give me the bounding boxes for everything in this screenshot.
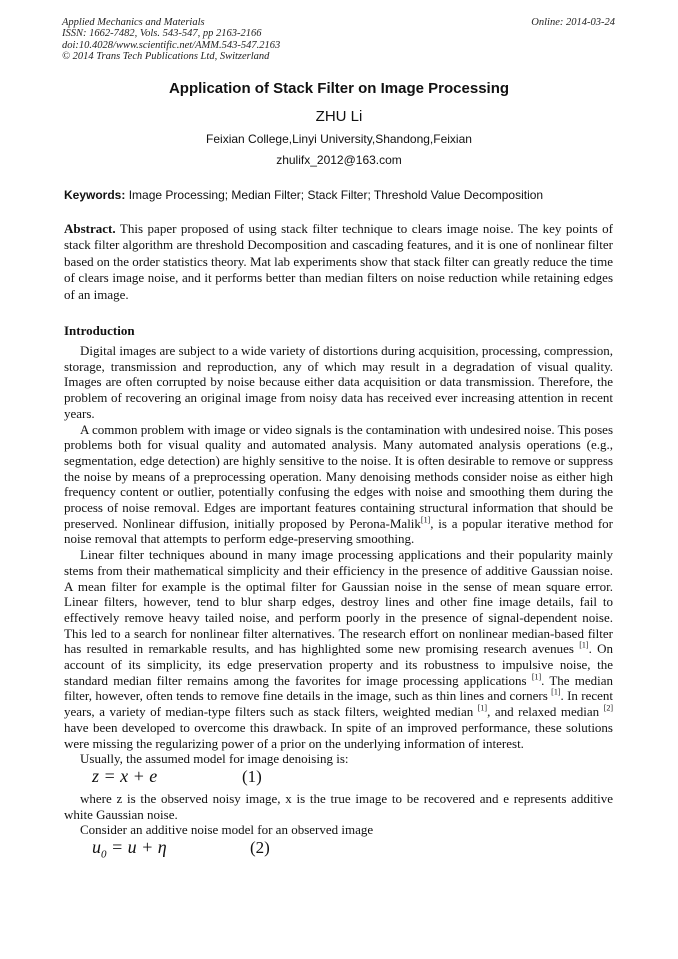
paragraph: A common problem with image or video signals is the contamination with undesired noise. This poses problems both for visual quality and automated analysis. Many automated analysis operations (e.g., segmentation, edge detection) are highly sensitive to the noise. It is often desirable to remove or suppress the noise by means of a preprocessing operation. Many denoising methods consider noise as either high frequency content or outlier, potentially confusing the edges with noise and smoothing them during the process of noise removal. Edges are important features containing structural information that should be preserved. Nonlinear diffusion, initially proposed by Perona-Malik[1], is a popular iterative method for noise removal that attempts to perform edge-preserving smoothing. (64, 421, 614, 547)
author-email: zhulifx_2012@163.com (276, 153, 402, 167)
introduction-body (64, 343, 613, 862)
keywords-text: Image Processing; Median Filter; Stack Filter; Threshold Value Decomposition (128, 188, 544, 202)
paragraph: Usually, the assumed model for image denoising is: (80, 751, 349, 767)
abstract-label: Abstract. (64, 221, 116, 236)
citation: [1] (551, 688, 561, 698)
paragraph: Digital images are subject to a wide variety of distortions during acquisition, processing, compression, storage, transmission and reproduction, any of which may result in a degradation of visual quality. Images are often corrupted by noise because either data acquisition or data transmission. Therefore, the problem of recovering an original image from noisy data has received ever increasing attention in recent years. (64, 343, 613, 421)
journal-header (62, 17, 615, 62)
citation: [1] (477, 703, 488, 713)
paragraph: Consider an additive noise model for an observed image (80, 822, 374, 838)
online-date: Online: 2014-03-24 (531, 17, 615, 28)
abstract (64, 221, 613, 303)
journal-name: Applied Mechanics and Materials (62, 17, 205, 28)
equation-1-number: (1) (242, 766, 262, 786)
equation-2-expression: $u_0 = u + \eta$ (92, 837, 167, 861)
paragraph: Linear filter techniques abound in many image processing applications and their popularity mainly stems from their mathematical simplicity and their efficiency in the presence of additive Gaussian noise. A mean filter for example is the optimal filter for Gaussian noise in the sense of mean square error. Linear filters, however, tend to blur sharp edges, destroy lines and other fine image details, fail to effectively remove heavy tailed noise, and perform poorly in the presence of signal-dependent noise. This led to a search for nonlinear filter alternatives. The research effort on nonlinear median-based filter has resulted in remarkable results, and has highlighted some new promising research avenues [1]. On account of its simplicity, its edge preservation property and its robustness to impulsive noise, the standard median filter remains among the favorites for image processing applications [1]. The median filter, however, often tends to remove fine details in the image, such as thin lines and corners [1]. In recent years, a variety of median-type filters such as stack filters, weighted median [1], and relaxed median [2] have been developed to overcome this drawback. In spite of an improved performance, these solutions were missing the regularizing power of a prior on the underlying information of interest. (64, 547, 614, 751)
abstract-text: This paper proposed of using stack filter technique to clears image noise. The key points of stack filter algorithm are threshold Decomposition and cascading features, and it is one of nonlinear filter based on the order statistics theory. Mat lab experiments show that stack filter can greatly reduce the time of clears image noise, and it performs better than median filters on noise reduction while retaining edges of an image. (64, 221, 613, 302)
equation-2-number: (2) (250, 838, 270, 858)
citation: [2] (603, 703, 614, 713)
equation-1-expression: z = x + e (92, 765, 158, 786)
equation-2 (64, 838, 613, 862)
citation: [1] (420, 515, 431, 525)
citation: [1] (579, 641, 589, 651)
equation-1 (64, 767, 613, 791)
citation: [1] (531, 672, 542, 682)
copyright-line: © 2014 Trans Tech Publications Ltd, Switzerland (62, 50, 270, 62)
section-heading-introduction: Introduction (64, 323, 135, 338)
keywords-label: Keywords: (64, 188, 126, 202)
issn-line: ISSN: 1662-7482, Vols. 543-547, pp 2163-2166 (62, 28, 262, 40)
author-affiliation: Feixian College,Linyi University,Shandong,Feixian (206, 132, 472, 146)
doi-line: doi:10.4028/www.scientific.net/AMM.543-547.2163 (62, 39, 281, 51)
author-name: ZHU Li (315, 108, 363, 125)
keywords (64, 188, 619, 202)
paragraph: where z is the observed noisy image, x is the true image to be recovered and e represents additive white Gaussian noise. (64, 790, 613, 822)
paper-title: Application of Stack Filter on Image Processing (168, 80, 510, 97)
